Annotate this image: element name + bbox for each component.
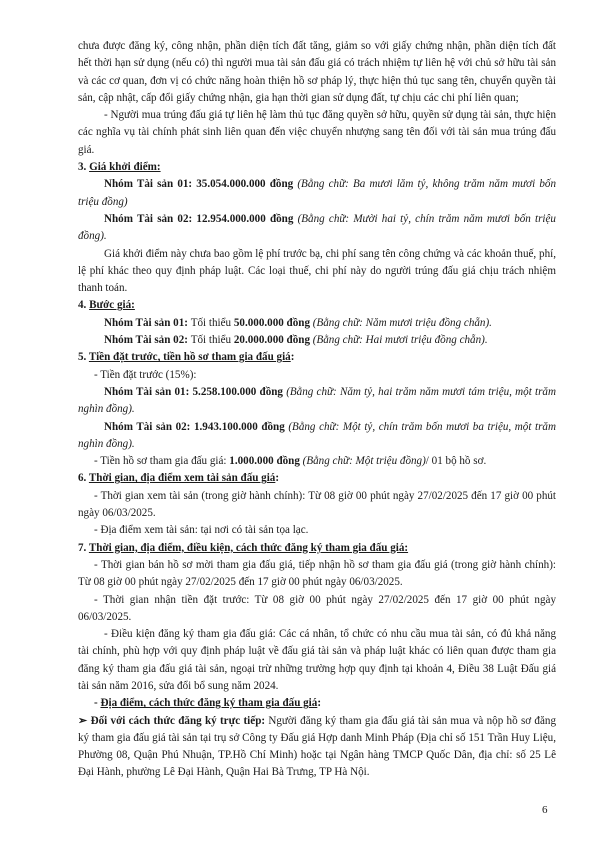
section-5-group-1: Nhóm Tài sản 01: 5.258.100.000 đồng (Bằng chữ: Năm tỷ, hai trăm năm mươi tám triệu, một trăm nghìn đồng). bbox=[78, 385, 556, 416]
intro-paragraph-2: - Người mua trúng đấu giá tự liên hệ làm thủ tục đăng quyền sở hữu, quyền sử dụng tài sản, thực hiện các nghĩa vụ tài chính phát sinh liên quan đến việc chuyển nhượng sang tên đối với tài sản mua trúng đấu giá. bbox=[78, 109, 556, 156]
section-7-heading: 7. Thời gian, địa điểm, điều kiện, cách thức đăng ký tham gia đấu giá: bbox=[78, 541, 409, 554]
section-4-heading: 4. Bước giá: bbox=[78, 299, 135, 312]
section-3-group-1: Nhóm Tài sản 01: 35.054.000.000 đồng (Bằng chữ: Ba mươi lăm tỷ, không trăm năm mươi bốn triệu đồng) bbox=[78, 178, 556, 208]
section-3-group-2: Nhóm Tài sản 02: 12.954.000.000 đồng (Bằng chữ: Mười hai tỷ, chín trăm năm mươi bốn triệu đồng). bbox=[78, 212, 556, 243]
document-page bbox=[78, 38, 556, 782]
section-6-heading: 6. Thời gian, địa điểm xem tài sản đấu giá: bbox=[78, 472, 280, 485]
section-7-conditions: - Điều kiện đăng ký tham gia đấu giá: Các cá nhân, tổ chức có nhu cầu mua tài sản, có đủ khả năng tài chính, phù hợp với quy định pháp luật về đấu giá tài sản và pháp luật khác có liên quan được tham gia đăng ký tham gia đấu giá tài sản, ngoại trừ những trường hợp quy định tại khoản 4, Điều 38 Luật Đấu giá tài sản năm 2016, sửa đổi bổ sung năm 2024. bbox=[78, 628, 556, 692]
section-6-time: - Thời gian xem tài sản (trong giờ hành chính): Từ 08 giờ 00 phút ngày 27/02/2025 đến 17 giờ 00 phút ngày 06/03/2025. bbox=[78, 489, 556, 520]
intro-paragraph: chưa được đăng ký, công nhận, phần diện tích đất tăng, giảm so với giấy chứng nhận, phần diện tích đất hết thời hạn sử dụng (nếu có) thì người mua tài sản đấu giá có trách nhiệm tự liên hệ với chủ sở hữu tài sản và các cơ quan, đơn vị có chức năng hoàn thiện hồ sơ pháp lý, thực hiện thủ tục sang tên, chuyển quyền tài sản, cập nhật, cấp đổi giấy chứng nhận, gia hạn thời gian sử dụng đất, tự chịu các chi phí liên quan; bbox=[78, 40, 556, 104]
section-4-group-2: Nhóm Tài sản 02: Tối thiểu 20.000.000 đồng (Bằng chữ: Hai mươi triệu đồng chẵn). bbox=[104, 334, 488, 347]
section-7-subheading: - Địa điểm, cách thức đăng ký tham gia đấu giá: bbox=[94, 697, 322, 710]
section-3-note: Giá khởi điểm này chưa bao gồm lệ phí trước bạ, chi phí sang tên công chứng và các khoản thuế, phí, lệ phí khác theo quy định pháp luật. Các loại thuế, chi phí này do người trúng đấu giá chịu trách nhiệm thanh toán. bbox=[78, 247, 556, 295]
section-7-sale-time: - Thời gian bán hồ sơ mời tham gia đấu giá, tiếp nhận hồ sơ tham gia đấu giá (trong giờ hành chính): Từ 08 giờ 00 phút ngày 27/02/2025 đến 17 giờ 00 phút ngày 06/03/2025. bbox=[78, 558, 556, 589]
section-3-heading: 3. Giá khởi điểm: bbox=[78, 161, 161, 174]
section-6-place: - Địa điểm xem tài sản: tại nơi có tài sản tọa lạc. bbox=[94, 524, 309, 537]
section-4-group-1: Nhóm Tài sản 01: Tối thiểu 50.000.000 đồng (Bằng chữ: Năm mươi triệu đồng chẵn). bbox=[104, 316, 492, 329]
arrow-bullet-icon: ➢ bbox=[78, 714, 91, 727]
section-5-group-2: Nhóm Tài sản 02: 1.943.100.000 đồng (Bằng chữ: Một tỷ, chín trăm bốn mươi ba triệu, một trăm nghìn đồng). bbox=[78, 420, 556, 450]
section-5-deposit: - Tiền đặt trước (15%): bbox=[94, 368, 197, 381]
section-7-direct-registration: ➢ Đối với cách thức đăng ký trực tiếp: Người đăng ký tham gia đấu giá tài sản mua và nộp hồ sơ đăng ký tham gia đấu giá tài sản tại trụ sở Công ty Đấu giá Hợp danh Minh Pháp (Địa chỉ số 151 Trần Huy Liệu, Phường 08, Quận Phú Nhuận, TP.Hồ Chí Minh) hoặc tại Ngân hàng TMCP Quốc Dân, địa chỉ: số 25 Lê Đại Hành, phường Lê Đại Hành, Quận Hai Bà Trưng, TP Hà Nội. bbox=[78, 714, 556, 779]
section-5-heading: 5. Tiền đặt trước, tiền hồ sơ tham gia đấu giá: bbox=[78, 351, 295, 364]
section-5-fee: - Tiền hồ sơ tham gia đấu giá: 1.000.000 đồng (Bằng chữ: Một triệu đồng)/ 01 bộ hồ sơ. bbox=[94, 455, 487, 468]
page-number: 6 bbox=[542, 804, 548, 816]
section-7-deposit-time: - Thời gian nhận tiền đặt trước: Từ 08 giờ 00 phút ngày 27/02/2025 đến 17 giờ 00 phút ngày 06/03/2025. bbox=[78, 593, 556, 623]
